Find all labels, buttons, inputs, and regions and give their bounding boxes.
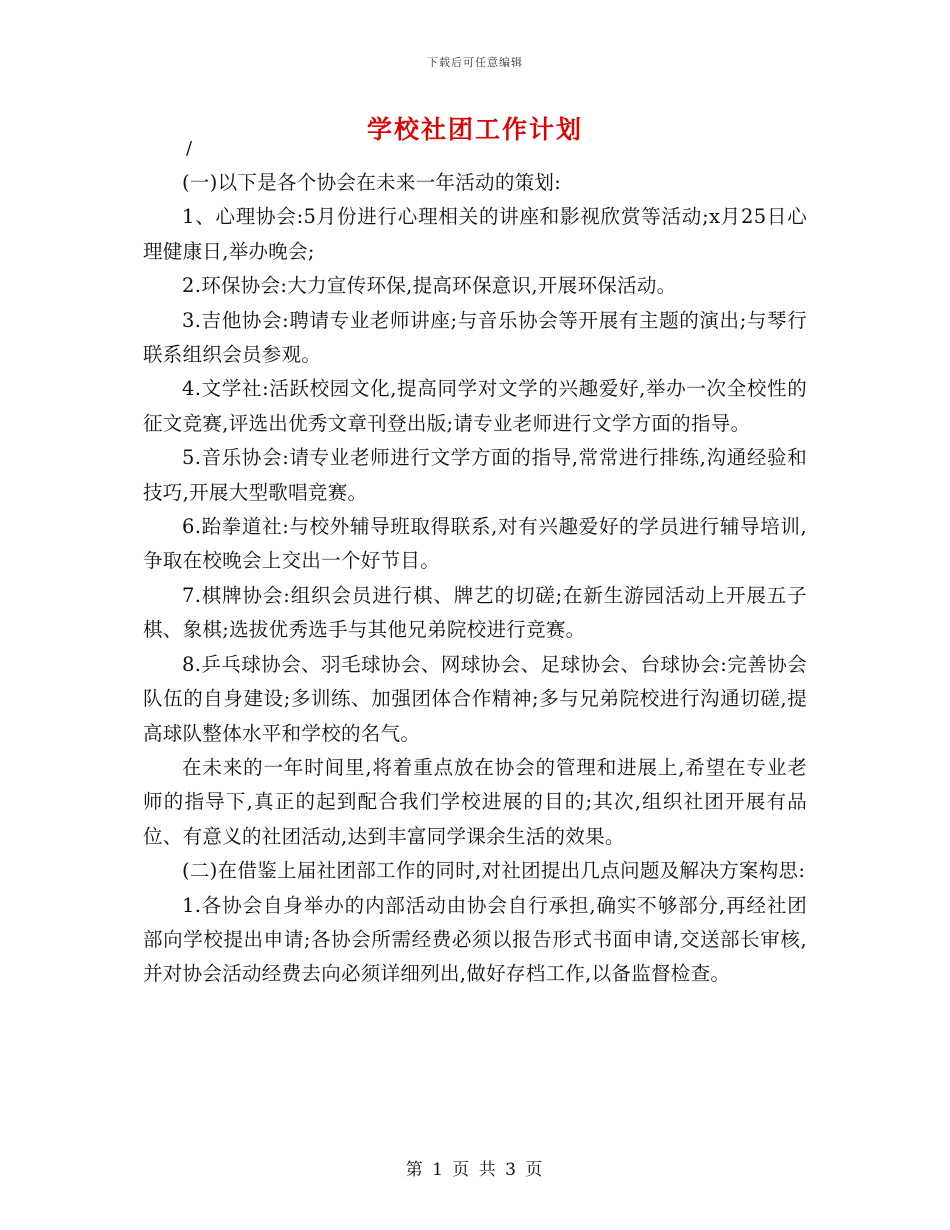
page-number-footer: 第 1 页 共 3 页 — [405, 1160, 545, 1180]
paragraph: 6.跆拳道社:与校外辅导班取得联系,对有兴趣爱好的学员进行辅导培训,争取在校晚会上交出一个好节目。 — [143, 515, 807, 573]
paragraph: 1.各协会自身举办的内部活动由协会自行承担,确实不够部分,再经社团部向学校提出申请;各协会所需经费必须以报告形式书面申请,交送部长审核,并对协会活动经费去向必须详细列出,做好存档工作,以备监督检查。 — [143, 893, 807, 986]
paragraph: 1、心理协会:5月份进行心理相关的讲座和影视欣赏等活动;x月25日心理健康日,举办晚会; — [143, 205, 807, 263]
paragraph: 4.文学社:活跃校园文化,提高同学对文学的兴趣爱好,举办一次全校性的征文竞赛,评选出优秀文章刊登出版;请专业老师进行文学方面的指导。 — [143, 377, 807, 435]
paragraph: (一)以下是各个协会在未来一年活动的策划: — [182, 171, 562, 194]
paragraph: (二)在借鉴上届社团部工作的同时,对社团提出几点问题及解决方案构思: — [182, 859, 806, 883]
paragraph: 8.乒乓球协会、羽毛球协会、网球协会、足球协会、台球协会:完善协会队伍的自身建设;多训练、加强团体合作精神;多与兄弟院校进行沟通切磋,提高球队整体水平和学校的名气。 — [143, 652, 807, 745]
paragraph: 在未来的一年时间里,将着重点放在协会的管理和进展上,希望在专业老师的指导下,真正的起到配合我们学校进展的目的;其次,组织社团开展有品位、有意义的社团活动,达到丰富同学课余生活的效果。 — [143, 755, 807, 848]
paragraph: 2.环保协会:大力宣传环保,提高环保意识,开展环保活动。 — [182, 274, 677, 298]
paragraph: 3.吉他协会:聘请专业老师讲座;与音乐协会等开展有主题的演出;与琴行联系组织会员参观。 — [143, 308, 807, 367]
paragraph: 5.音乐协会:请专业老师进行文学方面的指导,常常进行排练,沟通经验和技巧,开展大型歌唱竞赛。 — [143, 446, 807, 504]
paragraph: 7.棋牌协会:组织会员进行棋、牌艺的切磋;在新生游园活动上开展五子棋、象棋;选拔优秀选手与其他兄弟院校进行竞赛。 — [143, 583, 807, 642]
document-body — [143, 166, 807, 992]
document-title: 学校社团工作计划 — [366, 115, 583, 144]
header-note: 下载后可任意编辑 — [427, 56, 523, 69]
slash-mark: / — [186, 138, 193, 159]
